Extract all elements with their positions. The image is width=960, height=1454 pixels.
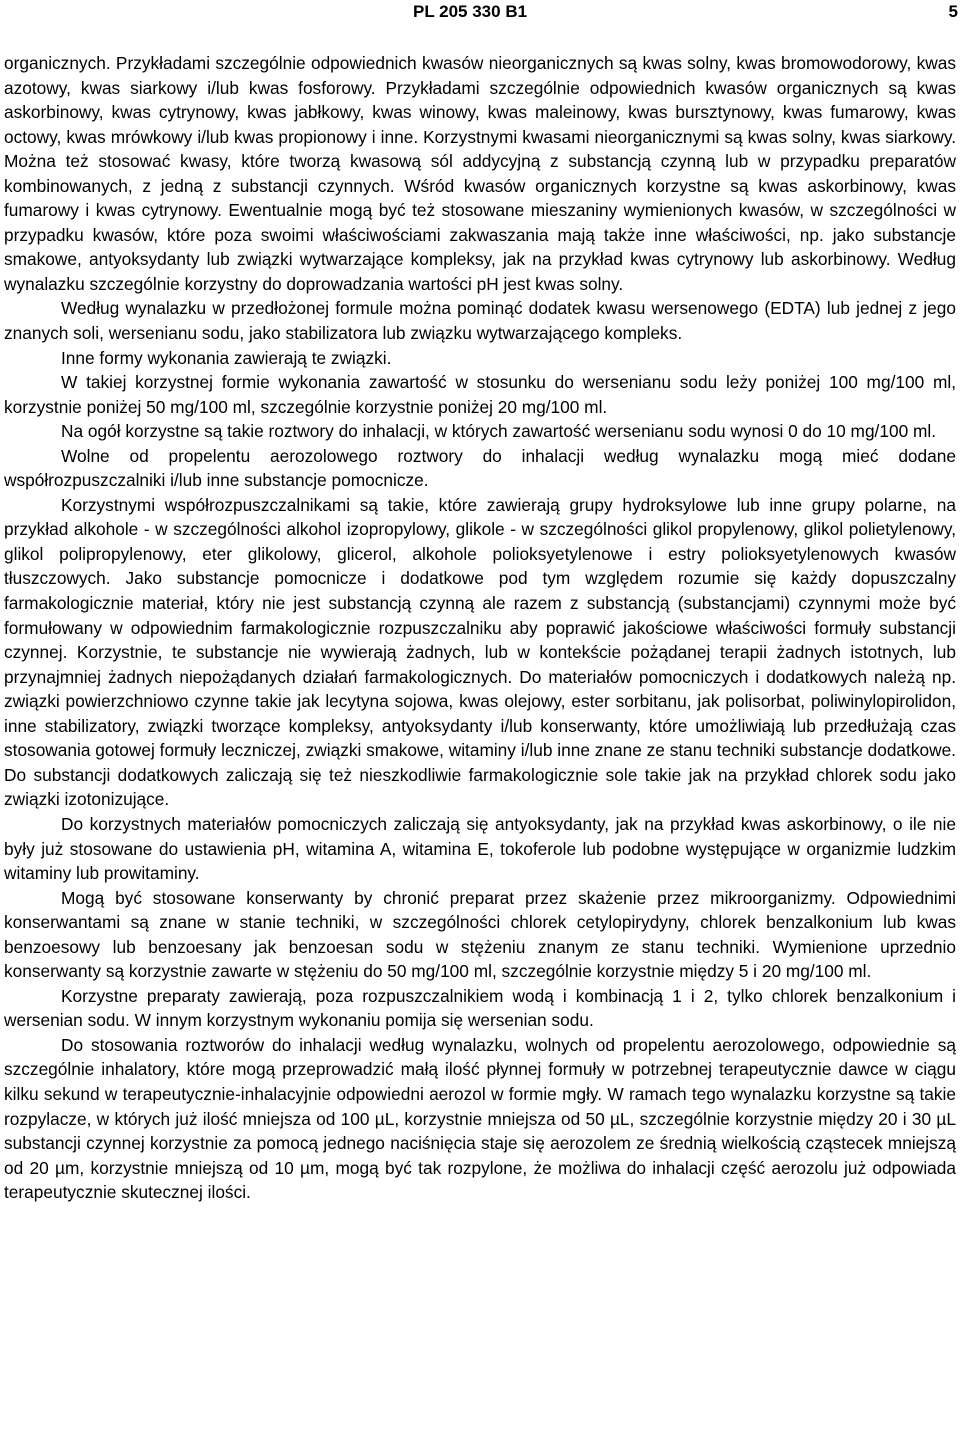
paragraph: Korzystne preparaty zawierają, poza rozpuszczalnikiem wodą i kombinacją 1 i 2, tylko chlorek benzalkonium i wersenian sodu. W innym korzystnym wykonaniu pomija się wersenian sodu. (4, 985, 956, 1031)
page-number: 5 (948, 2, 958, 21)
paragraph: Do korzystnych materiałów pomocniczych zaliczają się antyoksydanty, jak na przykład kwas askorbinowy, o ile nie były już stosowane do ustawienia pH, witamina A, witamina E, tokoferole lub podobne występujące w organizmie ludzkim witaminy lub prowitaminy. (4, 813, 956, 884)
page-header (0, 2, 960, 26)
paragraph: Inne formy wykonania zawierają te związki. (61, 347, 392, 368)
paragraph: Korzystnymi współrozpuszczalnikami są takie, które zawierają grupy hydroksylowe lub inne grupy polarne, na przykład alkohole - w szczególności alkohol izopropylowy, glikole - w szczególności glikol propylenowy, glikol polietylenowy, glikol polipropylenowy, eter glikolowy, glicerol, alkohole polioksyetylenowe i estry polioksyetylenowych kwasów tłuszczowych. Jako substancje pomocnicze i dodatkowe pod tym względem rozumie się każdy dopuszczalny farmakologicznie materiał, który nie jest substancją czynną ale razem z substancją (substancjami) czynnymi może być formułowany w odpowiednim farmakologicznie rozpuszczalniku aby poprawić jakościowe właściwości formuły substancji czynnej. Korzystnie, te substancje nie wywierają żadnych, lub w kontekście pożądanej terapii żadnych istotnych, lub przynajmniej żadnych niepożądanych działań farmakologicznych. Do materiałów pomocniczych i dodatkowych należą np. związki powierzchniowo czynne takie jak lecytyna sojowa, kwas olejowy, ester sorbitanu, jak polisorbat, poliwinylopirolidon, inne stabilizatory, związki tworzące kompleksy, antyoksydanty i/lub konserwanty, które umożliwiają lub przedłużają czas stosowania gotowej formuły leczniczej, związki smakowe, witaminy i/lub inne znane ze stanu techniki substancje dodatkowe. Do substancji dodatkowych zaliczają się też nieszkodliwie farmakologicznie sole takie jak na przykład chlorek sodu jako związki izotonizujące. (4, 494, 956, 810)
paragraph: Do stosowania roztworów do inhalacji według wynalazku, wolnych od propelentu aerozolowego, odpowiednie są szczególnie inhalatory, które mogą przeprowadzić małą ilość płynnej formuły w potrzebnej terapeutycznie dawce w ciągu kilku sekund w terapeutycznie-inhalacyjnie odpowiedni aerozol w formie mgły. W ramach tego wynalazku korzystne są takie rozpylacze, w których już ilość mniejsza od 100 µL, korzystnie mniejsza od 50 µL, szczególnie korzystnie między 20 i 30 µL substancji czynnej korzystnie za pomocą jednego naciśnięcia staje się aerozolem ze średnią wielkością cząstecek mniejszą od 20 µm, korzystnie mniejszą od 10 µm, mogą być tak rozpylone, że możliwa do inhalacji część aerozolu już odpowiada terapeutycznie skutecznej ilości. (4, 1034, 956, 1203)
paragraph: Według wynalazku w przedłożonej formule można pominąć dodatek kwasu wersenowego (EDTA) lub jednej z jego znanych soli, wersenianu sodu, jako stabilizatora lub związku wytwarzającego kompleks. (4, 298, 956, 344)
paragraph: Mogą być stosowane konserwanty by chronić preparat przez skażenie przez mikroorganizmy. Odpowiednimi konserwantami są znane w stanie techniki, w szczególności chlorek cetylopirydyny, chlorek benzalkonium lub kwas benzoesowy lub benzoesany jak benzoesan sodu w stężeniu znanym ze stanu techniki. Wymienione uprzednio konserwanty są korzystnie zawarte w stężeniu do 50 mg/100 ml, szczególnie korzystnie między 5 i 20 mg/100 ml. (4, 887, 956, 982)
paragraph: W takiej korzystnej formie wykonania zawartość w stosunku do wersenianu sodu leży poniżej 100 mg/100 ml, korzystnie poniżej 50 mg/100 ml, szczególnie korzystnie poniżej 20 mg/100 ml. (4, 372, 956, 417)
patent-number: PL 205 330 B1 (413, 2, 528, 21)
paragraph: organicznych. Przykładami szczególnie odpowiednich kwasów nieorganicznych są kwas solny, kwas bromowodorowy, kwas azotowy, kwas siarkowy i/lub kwas fosforowy. Przykładami szczególnie odpowiednich kwasów organicznych są kwas askorbinowy, kwas cytrynowy, kwas jabłkowy, kwas winowy, kwas maleinowy, kwas bursztynowy, kwas fumarowy, kwas octowy, kwas mrówkowy i/lub kwas propionowy i inne. Korzystnymi kwasami nieorganicznymi są kwas solny, kwas siarkowy. Można też stosować kwasy, które tworzą kwasową sól addycyjną z substancją czynną lub w przypadku preparatów kombinowanych, z jedną z substancji czynnych. Wśród kwasów organicznych korzystne są kwas askorbinowy, kwas fumarowy i kwas cytrynowy. Ewentualnie mogą być też stosowane mieszaniny wymienionych kwasów, w szczególności w przypadku kwasów, które poza swoimi właściwościami zakwaszania mają także inne właściwości, np. jako substancje smakowe, antyoksydanty lub związki wytwarzające kompleksy, jak na przykład kwas cytrynowy lub askorbinowy. Według wynalazku szczególnie korzystny do doprowadzania wartości pH jest kwas solny. (4, 53, 956, 294)
document-body (4, 51, 956, 1205)
paragraph: Na ogół korzystne są takie roztwory do inhalacji, w których zawartość wersenianu sodu wynosi 0 do 10 mg/100 ml. (61, 421, 937, 442)
paragraph: Wolne od propelentu aerozolowego roztwory do inhalacji według wynalazku mogą mieć dodane współrozpuszczalniki i/lub inne substancje pomocnicze. (4, 445, 956, 491)
